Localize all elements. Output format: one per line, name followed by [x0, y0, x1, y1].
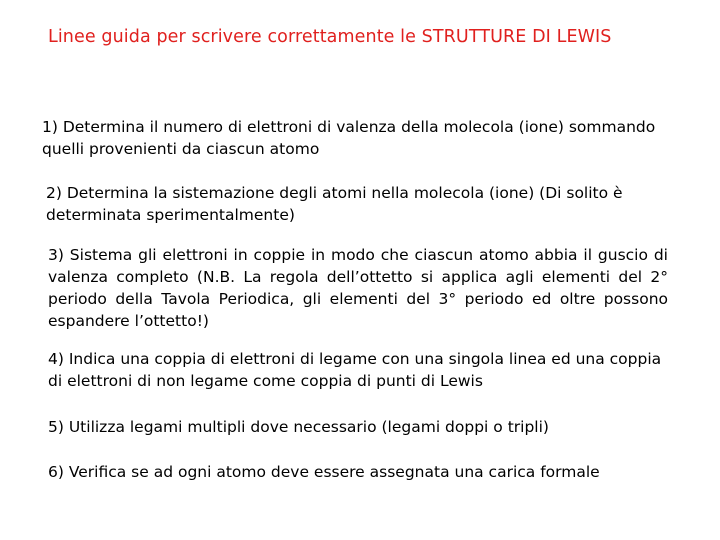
- step-1: 1) Determina il numero di elettroni di valenza della molecola (ione) sommando quelli provenienti da ciascun atomo: [42, 118, 656, 158]
- step-2: 2) Determina la sistemazione degli atomi nella molecola (ione) (Di solito è determinata sperimentalmente): [46, 184, 623, 224]
- step-6: 6) Verifica se ad ogni atomo deve essere assegnata una carica formale: [48, 463, 600, 481]
- step-5: 5) Utilizza legami multipli dove necessario (legami doppi o tripli): [48, 418, 549, 436]
- slide-title: Linee guida per scrivere correttamente le STRUTTURE DI LEWIS: [48, 27, 612, 47]
- step-3: 3) Sistema gli elettroni in coppie in modo che ciascun atomo abbia il guscio di valenza completo (N.B. La regola dell’ottetto si applica agli elementi del 2° periodo della Tavola Periodica, gli elementi del 3° periodo ed oltre possono espandere l’ottetto!): [48, 246, 668, 330]
- step-4: 4) Indica una coppia di elettroni di legame con una singola linea ed una coppia di elettroni di non legame come coppia di punti di Lewis: [48, 350, 662, 390]
